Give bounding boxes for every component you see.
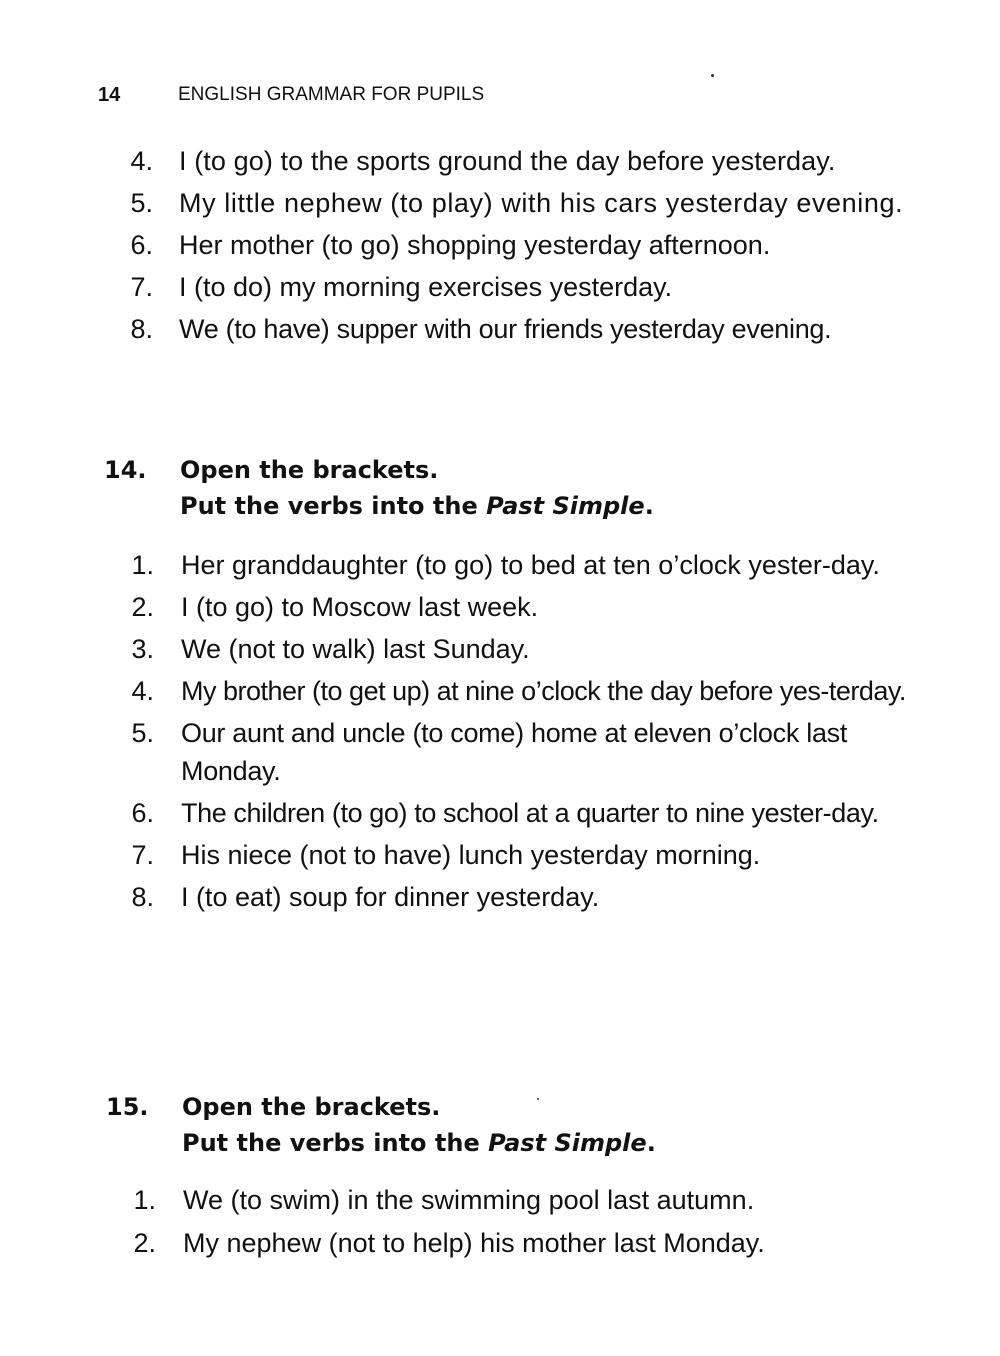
item-text: I (to eat) soup for dinner yesterday. [181, 882, 600, 912]
tense-name: Past Simple [488, 1129, 647, 1157]
item-text: The children (to go) to school at a quarter to nine yester-day. [181, 798, 879, 828]
exercise-instructions [182, 1089, 656, 1161]
item-text: Her mother (to go) shopping yesterday afternoon. [179, 230, 771, 260]
list-item [0, 794, 1000, 832]
instruction-line: Open the brackets. [180, 456, 439, 484]
list-item [0, 672, 1000, 710]
page-number: 14 [98, 84, 121, 106]
item-number: 5. [131, 718, 154, 748]
item-text: His niece (not to have) lunch yesterday morning. [181, 840, 761, 870]
item-number: 6. [131, 798, 154, 828]
list-item [0, 142, 1000, 180]
list-item [0, 1224, 1000, 1262]
list-item [0, 836, 1000, 874]
item-text: We (to have) supper with our friends yesterday evening. [179, 314, 832, 344]
item-text: My brother (to get up) at nine o’clock the day before yes-terday. [181, 676, 906, 706]
instruction-text: Put the verbs into the [180, 492, 478, 520]
tense-name: Past Simple [486, 492, 645, 520]
list-item [0, 630, 1000, 668]
exercise-14-heading [104, 452, 904, 532]
scan-speck [711, 74, 714, 77]
instruction-line [180, 488, 654, 524]
exercise-instructions [180, 452, 654, 524]
item-text: Her granddaughter (to go) to bed at ten o’clock yester-day. [181, 550, 880, 580]
instruction-line [182, 1125, 656, 1161]
item-number: 2. [131, 592, 154, 622]
instruction-period: . [646, 1129, 656, 1157]
item-number: 1. [131, 550, 154, 580]
exercise-14-list [0, 546, 1000, 920]
book-title: ENGLISH GRAMMAR FOR PUPILS [178, 84, 485, 105]
list-item [0, 184, 1000, 222]
item-number: 7. [131, 840, 154, 870]
item-number: 4. [131, 676, 154, 706]
instruction-text: Put the verbs into the [182, 1129, 480, 1157]
item-number: 4. [130, 146, 153, 176]
item-number: 8. [131, 882, 154, 912]
list-item [0, 878, 1000, 916]
list-item [0, 226, 1000, 264]
item-text: Our aunt and uncle (to come) home at eleven o’clock last Monday. [181, 718, 848, 786]
list-item [0, 714, 1000, 790]
item-text: I (to do) my morning exercises yesterday. [179, 272, 673, 302]
exercise-15-heading [106, 1089, 906, 1169]
item-number: 3. [131, 634, 154, 664]
item-text: My little nephew (to play) with his cars yesterday evening. [179, 188, 904, 218]
item-number: 5. [130, 188, 153, 218]
exercise-13-continued-list [0, 142, 1000, 352]
instruction-period: . [644, 492, 654, 520]
list-item [0, 268, 1000, 306]
item-number: 7. [130, 272, 153, 302]
item-text: We (to swim) in the swimming pool last autumn. [183, 1185, 755, 1215]
exercise-number: 15. [106, 1093, 149, 1121]
list-item [0, 1181, 1000, 1219]
item-number: 1. [133, 1185, 156, 1215]
exercise-15-list [0, 1181, 1000, 1267]
list-item [0, 546, 1000, 584]
item-text: My nephew (not to help) his mother last Monday. [183, 1228, 765, 1258]
item-text: I (to go) to Moscow last week. [181, 592, 539, 622]
item-number: 6. [130, 230, 153, 260]
item-number: 8. [130, 314, 153, 344]
item-text: We (not to walk) last Sunday. [181, 634, 530, 664]
instruction-line: Open the brackets. [182, 1093, 441, 1121]
list-item [0, 310, 1000, 348]
item-text: I (to go) to the sports ground the day before yesterday. [179, 146, 836, 176]
item-number: 2. [133, 1228, 156, 1258]
list-item [0, 588, 1000, 626]
exercise-number: 14. [104, 456, 147, 484]
